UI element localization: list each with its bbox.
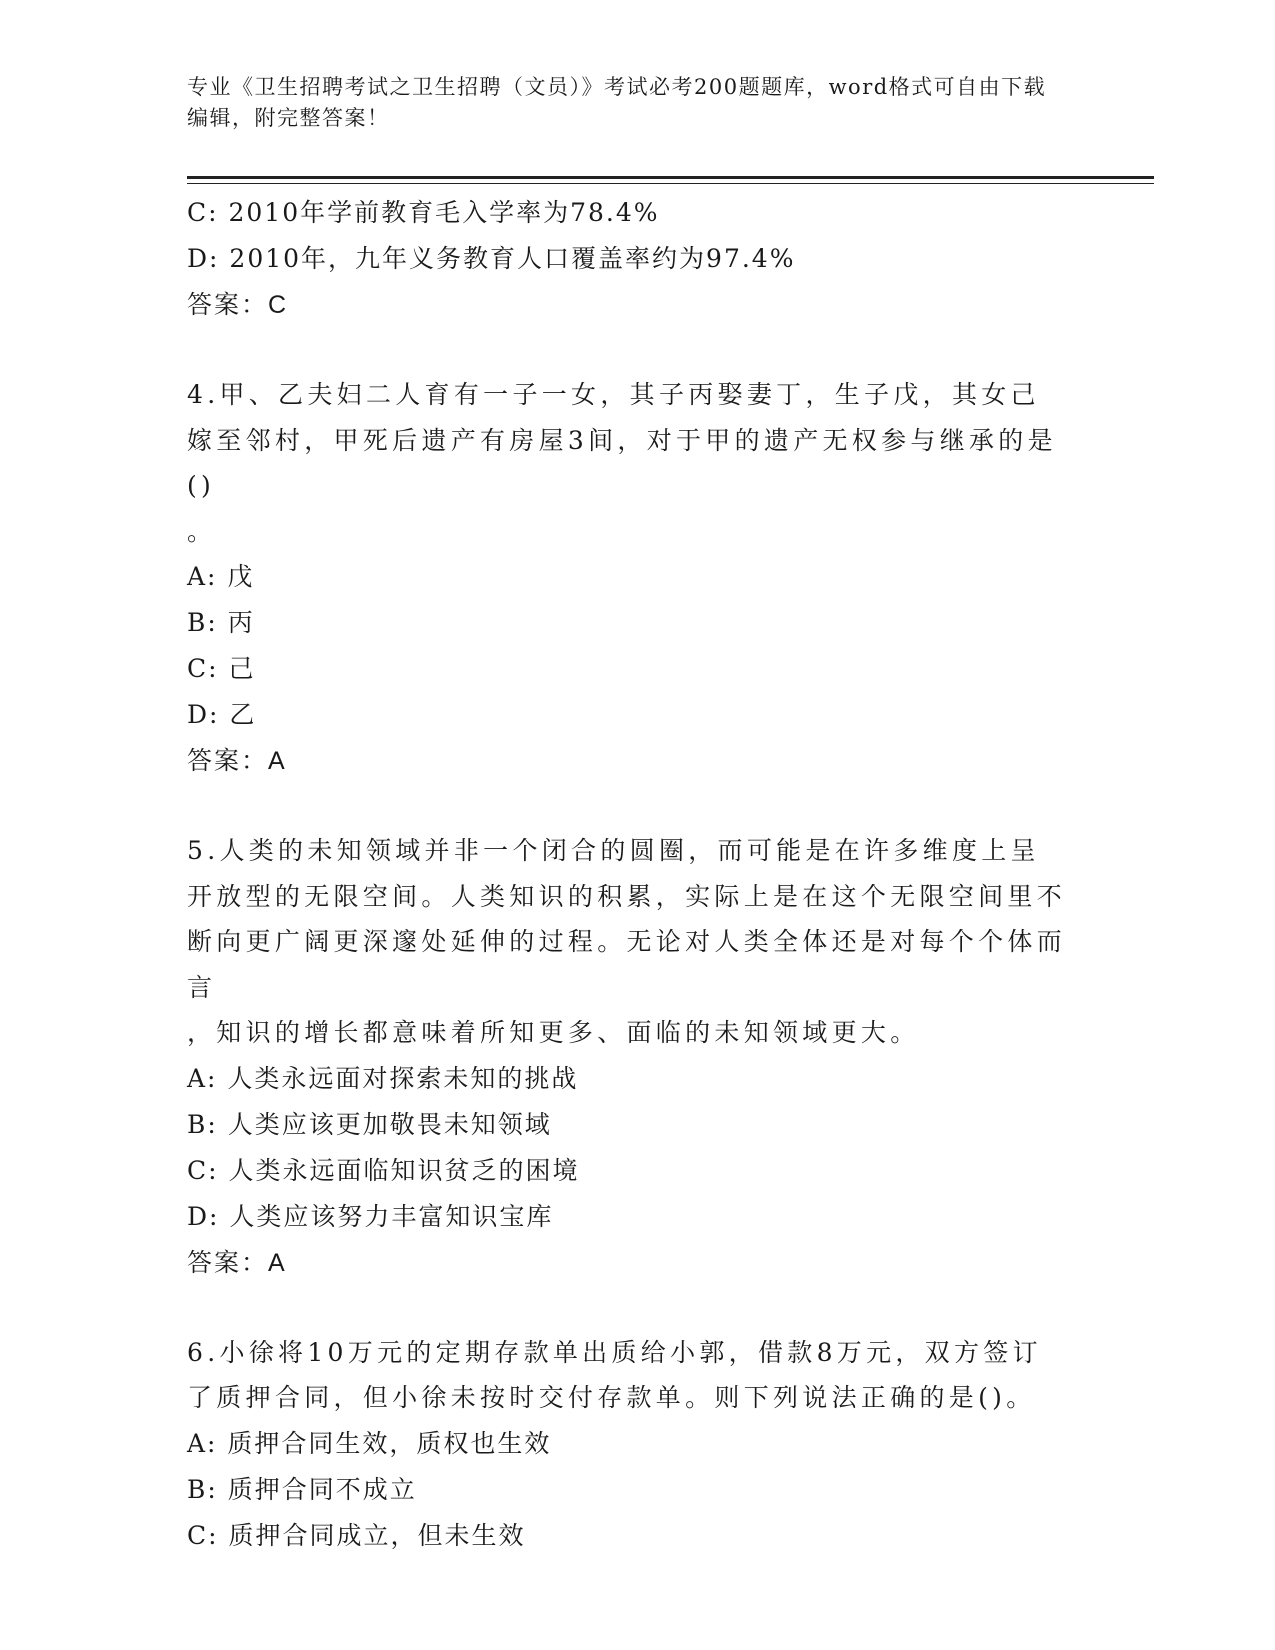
option-d: D: 2010年，九年义务教育人口覆盖率约为97.4% [187, 244, 796, 273]
option-d: D: 人类应该努力丰富知识宝库 [187, 1201, 554, 1231]
question-text: 5.人类的未知领域并非一个闭合的圆圈，而可能是在许多维度上呈开放型的无限空间。人类知识的积累，实际上是在这个无限空间里不断向更广阔更深邃处延伸的过程。无论对人类全体还是对每个个体而言 ，知识的增长都意味着所知更多、面临的未知领域更大。 [187, 836, 1067, 1047]
option-a: A: 人类永远面对探索未知的挑战 [187, 1063, 579, 1093]
question-6 [187, 1330, 1067, 1559]
document-header: 专业《卫生招聘考试之卫生招聘（文员）》考试必考200题题库，word格式可自由下载编辑，附完整答案！ [187, 75, 1047, 130]
option-b: B: 丙 [187, 608, 255, 637]
answer-line: 答案：C [187, 291, 289, 319]
question-3-continuation [187, 190, 1067, 328]
option-c: C: 人类永远面临知识贫乏的困境 [187, 1155, 580, 1185]
document-content [187, 190, 1067, 1559]
answer-line: 答案：A [187, 1248, 287, 1277]
option-c: C: 质押合同成立，但未生效 [187, 1520, 526, 1550]
option-c: C: 2010年学前教育毛入学率为78.4% [187, 198, 660, 227]
option-a: A: 质押合同生效，质权也生效 [187, 1428, 552, 1458]
option-c: C: 己 [187, 654, 256, 683]
question-5 [187, 828, 1067, 1286]
header-divider-thick [187, 176, 1154, 179]
question-text: 4.甲、乙夫妇二人育有一子一女，其子丙娶妻丁，生子戊，其女己嫁至邻村，甲死后遗产有房屋3间，对于甲的遗产无权参与继承的是() 。 [187, 380, 1057, 546]
option-a: A: 戊 [187, 562, 255, 591]
question-4 [187, 372, 1067, 784]
option-b: B: 质押合同不成立 [187, 1474, 417, 1504]
option-b: B: 人类应该更加敬畏未知领域 [187, 1109, 552, 1139]
answer-line: 答案：A [187, 747, 287, 775]
option-d: D: 乙 [187, 700, 257, 729]
question-text: 6.小徐将10万元的定期存款单出质给小郭，借款8万元，双方签订了质押合同，但小徐未按时交付存款单。则下列说法正确的是()。 [187, 1337, 1042, 1412]
header-divider-thin [187, 183, 1154, 184]
